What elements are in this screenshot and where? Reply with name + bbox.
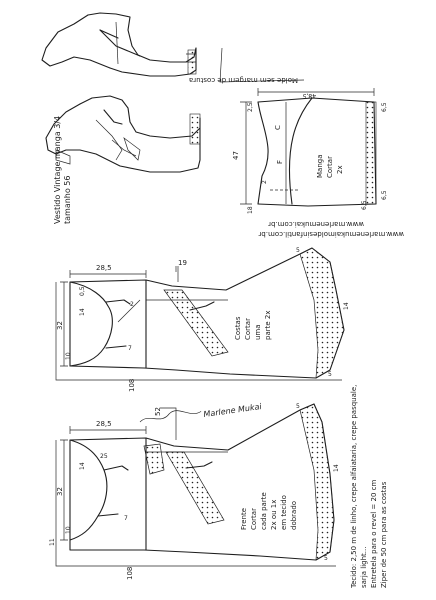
front-pattern [49, 403, 340, 580]
sleeve-dim-left: 47 [232, 151, 240, 160]
website-alt-text: www.marlenemukaimoldesinfantil.com.br [258, 230, 404, 238]
front-label-4: 2x ou 1x [270, 499, 278, 530]
sleeve-dim-f: F [276, 159, 284, 164]
front-label-6: dobrado [290, 500, 298, 530]
dress-illustration-front [46, 96, 200, 172]
sleeve-dim-6-5b: 6,5 [381, 190, 388, 200]
back-dim-28-5: 28,5 [96, 264, 112, 272]
title-block [53, 116, 72, 224]
back-pattern [56, 247, 350, 392]
front-dim-28-5: 28,5 [96, 420, 112, 428]
back-label-2: Cortar [244, 318, 252, 340]
sleeve-pattern [232, 88, 388, 214]
back-dim-32: 32 [56, 321, 64, 330]
back-dim-10: 10 [65, 352, 72, 360]
sleeve-dim-2: 2 [261, 180, 268, 184]
seam-note-text: Molde sem margem de costura [189, 76, 298, 84]
materials-note [350, 385, 388, 589]
front-dim-5b: 5 [324, 555, 328, 562]
back-dim-7: 7 [128, 345, 132, 352]
sleeve-dim-top: 48,5 [302, 92, 316, 99]
sleeve-dim-18: 18 [247, 206, 254, 214]
materials-line-2: sarja light... [360, 546, 368, 588]
dress-illustration-back [42, 13, 196, 76]
front-label-3: cada parte [260, 492, 268, 530]
sleeve-dim-2-5: 2,5 [247, 102, 254, 112]
sleeve-label-2: Cortar [326, 156, 334, 178]
back-label-4: parte 2x [264, 310, 272, 340]
pattern-size: tamanho 56 [63, 175, 72, 224]
website-block [258, 220, 404, 238]
front-dim-32: 32 [56, 487, 64, 496]
sleeve-label-1: Manga [316, 154, 324, 178]
seam-note [189, 48, 304, 84]
back-label-3: uma [254, 324, 262, 340]
back-dim-14a: 14 [79, 308, 86, 316]
back-dim-5a: 5 [296, 247, 300, 254]
back-dim-19: 19 [178, 259, 187, 267]
sleeve-dim-c: C [274, 125, 282, 130]
front-label-5: em tecido [280, 495, 288, 530]
pattern-title: Vestido Vintage manga 3/4 [53, 115, 62, 224]
signature-text: Marlene Mukai [202, 401, 263, 420]
materials-line-3: Entretela para o revel = 20 cm [370, 479, 378, 588]
back-dim-0-5: 0,5 [79, 286, 86, 296]
sleeve-dim-6-5a: 6,5 [381, 102, 388, 112]
front-dim-14a: 14 [79, 462, 86, 470]
sleeve-dim-6-5c: 6,5 [361, 200, 368, 210]
front-label-2: Cortar [250, 508, 258, 530]
back-dim-2: 2 [130, 301, 134, 308]
front-dim-11: 11 [49, 538, 56, 546]
back-label-1: Costas [234, 316, 242, 340]
front-dim-7: 7 [124, 515, 128, 522]
back-dim-5b: 5 [328, 371, 332, 378]
front-dim-25: 25 [100, 453, 108, 460]
front-dim-5a: 5 [296, 403, 300, 410]
front-dim-10: 10 [65, 526, 72, 534]
materials-line-1: Tecido: 2,50 m de linho, crepe alfaiataria, crepe pasquale, [350, 384, 358, 588]
front-dim-52: 52 [154, 407, 162, 416]
materials-line-4: Ziper de 50 cm para as costas [380, 481, 388, 588]
front-dim-108: 108 [126, 566, 134, 580]
website-text: www.marlenemukai.com.br [268, 220, 364, 228]
front-dim-14b: 14 [333, 464, 340, 472]
back-dim-14b: 14 [343, 302, 350, 310]
front-label-1: Frente [240, 507, 248, 530]
back-dim-108: 108 [128, 378, 136, 392]
sleeve-label-3: 2x [336, 165, 344, 174]
